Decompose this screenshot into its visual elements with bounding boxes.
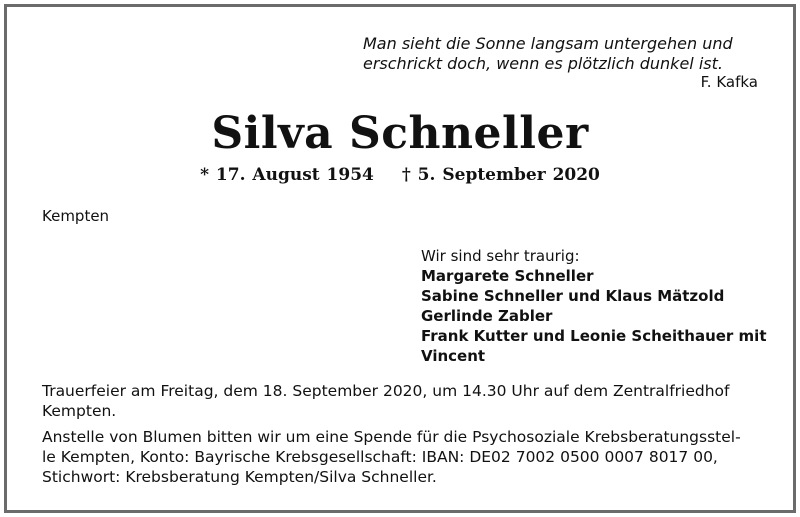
mourner-name: Sabine Schneller und Klaus Mätzold bbox=[421, 287, 725, 305]
quote-author: F. Kafka bbox=[700, 73, 758, 91]
mourner-name: Margarete Schneller bbox=[421, 267, 594, 285]
donation-line: Stichwort: Krebsberatung Kempten/Silva Schneller. bbox=[42, 468, 437, 486]
death-date: † 5. September 2020 bbox=[401, 165, 600, 185]
deceased-name: Silva Schneller bbox=[211, 108, 589, 159]
mourner-name: Frank Kutter und Leonie Scheithauer mit bbox=[421, 327, 767, 345]
birth-date: * 17. August 1954 bbox=[200, 165, 374, 185]
mourner-name: Vincent bbox=[421, 347, 486, 365]
donation-line: Anstelle von Blumen bitten wir um eine Spende für die Psychosoziale Krebsberatungsstel- bbox=[42, 428, 741, 446]
ceremony-line: Trauerfeier am Freitag, dem 18. September 2020, um 14.30 Uhr auf dem Zentralfriedhof bbox=[42, 382, 730, 400]
donation-info bbox=[42, 427, 762, 487]
mourners-block bbox=[421, 246, 781, 366]
quote-block bbox=[363, 34, 758, 74]
quote-line: Man sieht die Sonne langsam untergehen und bbox=[363, 34, 733, 53]
mourners-intro: Wir sind sehr traurig: bbox=[421, 247, 580, 265]
place-name: Kempten bbox=[42, 207, 110, 225]
life-dates bbox=[0, 165, 800, 185]
donation-line: le Kempten, Konto: Bayrische Krebsgesellschaft: IBAN: DE02 7002 0500 0007 8017 00, bbox=[42, 448, 718, 466]
ceremony-line: Kempten. bbox=[42, 402, 117, 420]
mourner-name: Gerlinde Zabler bbox=[421, 307, 553, 325]
ceremony-info bbox=[42, 381, 762, 421]
quote-line: erschrickt doch, wenn es plötzlich dunkel ist. bbox=[363, 54, 723, 73]
